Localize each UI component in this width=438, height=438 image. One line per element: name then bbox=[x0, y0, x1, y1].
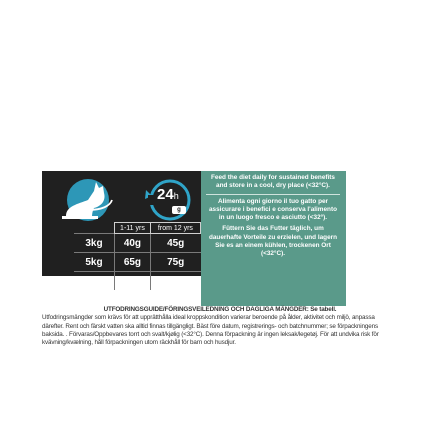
cat-icon bbox=[48, 176, 124, 222]
feeding-guide bbox=[42, 306, 398, 347]
age-header-adult: 1-11 yrs bbox=[115, 223, 151, 234]
storage-text-it: Alimenta ogni giorno il tuo gatto per assicurare i benefici e conserva l'alimento in un luogo fresco e asciutto (<32°). bbox=[209, 197, 337, 221]
amount-cell: 105g bbox=[150, 272, 200, 291]
table-row bbox=[74, 234, 201, 253]
weight-cell: 5kg bbox=[74, 253, 115, 272]
amount-cell: 40g bbox=[115, 234, 151, 253]
divider bbox=[206, 194, 340, 195]
weight-cell: 7kg bbox=[74, 272, 115, 291]
clock-unit: h bbox=[173, 191, 179, 201]
storage-text-de: Füttern Sie das Futter täglich, um dauerhafte Vorteile zu erzielen, und lagern Sie es an einem kühlen, trockenen Ort (<32°C). bbox=[208, 225, 338, 257]
feeding-table bbox=[74, 222, 201, 290]
weight-cell: 3kg bbox=[74, 234, 115, 253]
clock-value: 24 bbox=[157, 186, 174, 203]
table-row bbox=[74, 253, 201, 272]
amount-cell: 90g bbox=[115, 272, 151, 291]
table-row bbox=[74, 272, 201, 291]
weight-header bbox=[74, 223, 115, 234]
storage-instructions bbox=[206, 174, 340, 261]
storage-text-en: Feed the diet daily for sustained benefits and store in a cool, dry place (<32°C). bbox=[211, 174, 335, 190]
amount-cell: 45g bbox=[150, 234, 200, 253]
amount-cell: 65g bbox=[115, 253, 151, 272]
grams-badge: g bbox=[172, 206, 186, 214]
feeding-guide-title: UTFODRINGSGUIDE/FÖRINGSVEILEDNING OCH DAGLIGA MÄNGDER: Se tabell. bbox=[103, 306, 337, 313]
age-header-senior: from 12 yrs bbox=[150, 223, 200, 234]
clock-label bbox=[157, 186, 179, 203]
amount-cell: 75g bbox=[150, 253, 200, 272]
feeding-guide-body: Utfodringsmängder som krävs för att upprätthålla ideal kroppskondition varierar beroende på ålder, aktivitet och miljö, anpassa därefter. Rent och färskt vatten ska alltid finnas tillgängligt. Bäst före datum, registrerings- och batchnummer; se förpackningens baksida. . Förvaras/Oppbevares torrt och svalt/kjølig (<32°C). Denna förpackning är ingen leksak/legetøj. För att undvika risk för kvävning/kvælning, håll förpackningen utom räckhåll för barn och husdjur. bbox=[42, 314, 379, 347]
